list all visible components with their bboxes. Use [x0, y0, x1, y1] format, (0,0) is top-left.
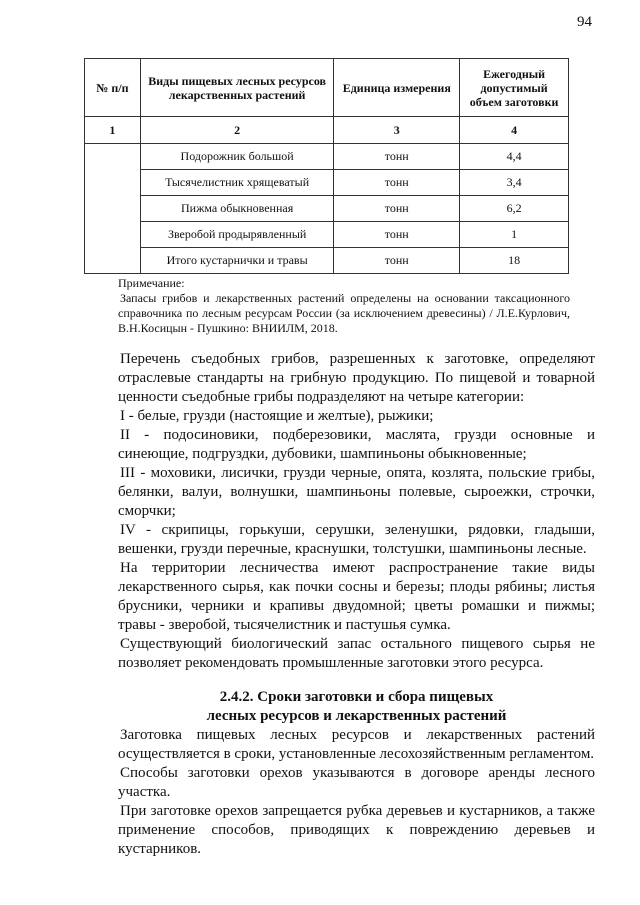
column-number: 4 — [460, 117, 569, 144]
resource-volume: 3,4 — [460, 170, 569, 196]
resource-unit: тонн — [334, 170, 460, 196]
table-row — [85, 222, 569, 248]
paragraph: Существующий биологический запас остального пищевого сырья не позволяет рекомендовать промышленные заготовки этого ресурса. — [118, 636, 595, 671]
body-text — [118, 350, 595, 859]
column-number: 3 — [334, 117, 460, 144]
section-title — [118, 688, 595, 726]
column-numbers-row — [85, 117, 569, 144]
resource-unit: тонн — [334, 144, 460, 170]
resource-volume: 18 — [460, 248, 569, 274]
resource-name: Пижма обыкновенная — [140, 196, 334, 222]
table-row — [85, 170, 569, 196]
header-volume: Ежегодный допустимый объем заготовки — [460, 59, 569, 117]
resource-unit: тонн — [334, 248, 460, 274]
paragraph: Заготовка пищевых лесных ресурсов и лекарственных растений осуществляется в сроки, установленные лесохозяйственным регламентом. — [118, 727, 595, 762]
paragraph: III - моховики, лисички, грузди черные, опята, козлята, польские грибы, белянки, валуи, волнушки, шампиньоны полевые, сыроежки, строчки, сморчки; — [118, 465, 595, 519]
paragraph: IV - скрипицы, горькуши, серушки, зеленушки, рядовки, гладыши, вешенки, грузди перечные, краснушки, толстушки, шампиньоны лесные. — [118, 522, 595, 557]
section-title-line: 2.4.2. Сроки заготовки и сбора пищевых — [219, 689, 494, 705]
table-row — [85, 196, 569, 222]
paragraph: Перечень съедобных грибов, разрешенных к заготовке, определяют отраслевые стандарты на грибную продукцию. По пищевой и товарной ценности съедобные грибы подразделяют на четыре категории: — [118, 351, 595, 405]
resource-name: Тысячелистник хрящеватый — [140, 170, 334, 196]
resource-volume: 4,4 — [460, 144, 569, 170]
header-number: № п/п — [85, 59, 141, 117]
resource-unit: тонн — [334, 222, 460, 248]
note-label: Примечание: — [118, 276, 185, 290]
paragraph: I - белые, грузди (настоящие и желтые), рыжики; — [120, 408, 434, 424]
page-number: 94 — [577, 14, 592, 30]
note-text: Запасы грибов и лекарственных растений определены на основании таксационного справочника по лесным ресурсам России (за исключением древесины) / Л.Е.Курлович, В.Н.Косицын - Пушкино: ВНИИЛМ, 2018. — [118, 291, 570, 335]
table-row — [85, 248, 569, 274]
table-note — [118, 276, 570, 336]
header-unit: Единица измерения — [334, 59, 460, 117]
paragraph: II - подосиновики, подберезовики, маслята, грузди основные и синеющие, подгруздки, дубовики, шампиньоны обыкновенные; — [118, 427, 595, 462]
resource-volume: 6,2 — [460, 196, 569, 222]
resource-name: Зверобой продырявленный — [140, 222, 334, 248]
resource-name: Итого кустарнички и травы — [140, 248, 334, 274]
paragraph: На территории лесничества имеют распространение такие виды лекарственного сырья, как почки сосны и березы; плоды рябины; листья брусники, черники и крапивы двудомной; цветы ромашки и пижмы; травы - зверобой, тысячелистник и пастушья сумка. — [118, 560, 595, 633]
table-row — [85, 144, 569, 170]
section-title-line: лесных ресурсов и лекарственных растений — [206, 708, 507, 724]
paragraph: Способы заготовки орехов указываются в договоре аренды лесного участка. — [118, 765, 595, 800]
header-resource-type: Виды пищевых лесных ресурсов лекарственных растений — [140, 59, 334, 117]
paragraph: При заготовке орехов запрещается рубка деревьев и кустарников, а также применение способов, приводящих к повреждению деревьев и кустарников. — [118, 803, 595, 857]
resource-volume: 1 — [460, 222, 569, 248]
column-number: 1 — [85, 117, 141, 144]
table-header-row — [85, 59, 569, 117]
column-number: 2 — [140, 117, 334, 144]
resource-unit: тонн — [334, 196, 460, 222]
empty-number-cell — [85, 144, 141, 274]
resource-name: Подорожник большой — [140, 144, 334, 170]
resources-table — [84, 58, 569, 274]
